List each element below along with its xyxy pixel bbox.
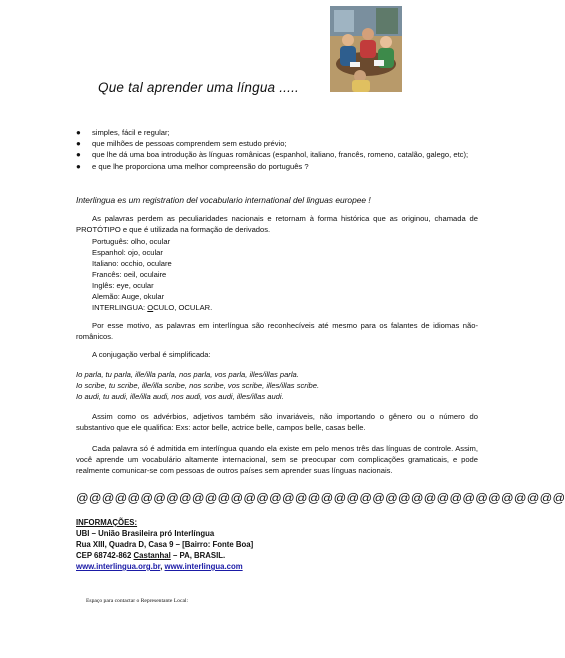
example-english: Inglês: eye, ocular — [92, 281, 154, 290]
word-examples — [92, 236, 212, 313]
paragraph-recognizable: Por esse motivo, as palavras em interlíngua são reconhecíveis até mesmo para os falantes de idiomas não-românicos. — [76, 321, 478, 341]
bullet-icon: ● — [76, 139, 81, 149]
bullet-icon: ● — [76, 150, 81, 160]
interlingua-statement: Interlingua es um registration del vocabulario international del linguas europee ! — [76, 195, 371, 205]
info-address: Rua XIII, Quadra D, Casa 9 – [Bairro: Fonte Boa] — [76, 540, 254, 549]
info-postal: CEP 68742-862 Castanhal – PA, BRASIL. — [76, 551, 226, 560]
example-french: Francês: oeil, oculaire — [92, 270, 167, 279]
conjugation-audi: Io audi, tu audi, ille/illa audi, nos audi, vos audi, illes/illas audi. — [76, 392, 284, 401]
bullet-icon: ● — [76, 128, 81, 137]
conjugation-examples — [76, 369, 319, 402]
list-item: ● que lhe dá uma boa introdução às línguas românicas (espanhol, italiano, francês, romeno, catalão, galego, etc); — [76, 150, 469, 160]
meeting-clipart-image — [330, 6, 402, 92]
contact-info — [76, 517, 253, 572]
feature-list — [76, 127, 478, 172]
paragraph-control-languages: Cada palavra só é admitida em interlíngua quando ela existe em pelo menos três das línguas de controle. Assim, você aprende um vocabulário altamente internacional, sem se preocupar com complicações gramaticais, e pode realmente comunicar-se com pessoas de outros países sem aprender suas línguas nacionais. — [76, 444, 478, 475]
paragraph-adjectives: Assim como os advérbios, adjetivos também são invariáveis, não importando o gênero ou o número do substantivo que ele qualifica: Exs: actor belle, actrice belle, campos belle, casas belle. — [76, 412, 478, 432]
local-representative-note: Espaço para contactar o Representante Local: — [86, 598, 189, 604]
example-spanish: Espanhol: ojo, ocular — [92, 248, 163, 257]
link-interlingua-com[interactable]: www.interlingua.com — [164, 562, 243, 571]
info-organization: UBI – União Brasileira pró Interlíngua — [76, 529, 215, 538]
example-portuguese: Português: olho, ocular — [92, 237, 171, 246]
paragraph-conjugation: A conjugação verbal é simplificada: — [92, 350, 211, 359]
conjugation-scribe: Io scribe, tu scribe, ille/illa scribe, nos scribe, vos scribe, illes/illas scribe. — [76, 381, 320, 390]
list-item: ● e que lhe proporciona uma melhor compreensão do português ? — [76, 161, 309, 171]
link-interlingua-org-br[interactable]: www.interlingua.org.br — [76, 562, 161, 571]
example-italian: Italiano: occhio, oculare — [92, 259, 172, 268]
info-links: www.interlingua.org.br, www.interlingua.com — [76, 562, 243, 571]
example-interlingua: INTERLINGUA: OCULO, OCULAR. — [92, 303, 213, 312]
paragraph-prototype: As palavras perdem as peculiaridades nacionais e retornam à forma histórica que as originou, chamada de PROTÓTIPO e que é utilizada na formação de derivados. — [76, 214, 478, 234]
page-title: Que tal aprender uma língua ..... — [98, 80, 299, 95]
example-german: Alemão: Auge, okular — [92, 292, 165, 301]
list-item: ● simples, fácil e regular; — [76, 128, 170, 137]
conjugation-parla: Io parla, tu parla, ille/illa parla, nos parla, vos parla, illes/illas parla. — [76, 370, 299, 379]
list-item: ● que milhões de pessoas comprendem sem estudo prévio; — [76, 139, 287, 149]
at-sign-divider: @@@@@@@@@@@@@@@@@@@@@@@@@@@@@@@@@@@@@@ — [76, 491, 565, 505]
bullet-icon: ● — [76, 161, 81, 171]
info-heading: INFORMAÇÕES: — [76, 518, 138, 527]
